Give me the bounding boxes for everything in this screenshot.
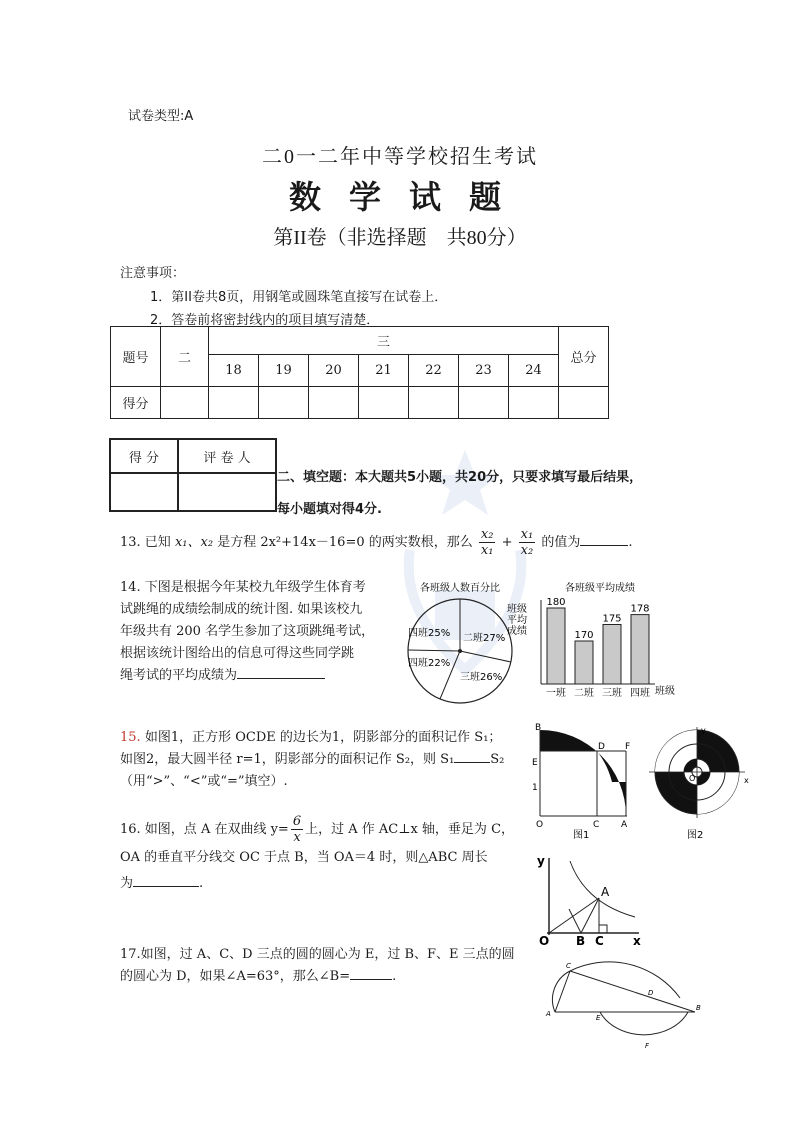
pie-divider <box>408 650 460 651</box>
figure-2 <box>645 725 755 843</box>
notes-title: 注意事项： <box>120 266 186 281</box>
side-length-label: 1 <box>532 783 538 793</box>
bar-category-label: 一班 <box>546 688 566 699</box>
point-label: A <box>546 1010 551 1018</box>
q16-fraction <box>291 814 303 845</box>
q15-line: S₂ <box>490 752 505 767</box>
point-label: B <box>696 1004 701 1012</box>
q14-line: 年级共有 200 名学生参加了这项跳绳考试， <box>120 624 375 639</box>
figure-caption: 图1 <box>573 830 590 840</box>
q13-prefix: 13. 已知 <box>120 535 171 550</box>
segment-AC <box>555 971 570 1012</box>
point-label: E <box>532 758 538 768</box>
frac-numerator: 6 <box>292 814 302 829</box>
figure-circles <box>540 958 710 1050</box>
point-label: A <box>601 885 610 899</box>
question-number: 19 <box>259 355 309 387</box>
q13-fraction-2 <box>519 527 536 558</box>
pie-slice-label: 四班22% <box>408 658 451 669</box>
figure-1 <box>527 720 639 840</box>
figure-hyperbola <box>535 853 655 948</box>
q17-text: 17.如图，过 A、C、D 三点的圆的圆心为 E，过 B、F、E 三点的圆 <box>120 947 515 962</box>
point-label: C <box>566 962 571 970</box>
part-three-header: 三 <box>209 327 559 355</box>
paper-type: 试卷类型:A <box>128 109 194 124</box>
point-label: A <box>621 820 628 830</box>
answer-blank[interactable] <box>454 749 490 763</box>
frac-numerator: x₁ <box>520 527 534 542</box>
circle-E-arc <box>570 962 680 998</box>
perpendicular-bisector <box>569 909 581 933</box>
point-label: F <box>645 1042 650 1050</box>
bar <box>575 641 593 684</box>
question-number: 23 <box>459 355 509 387</box>
score-cell[interactable] <box>209 387 259 419</box>
section-line: 二、填空题：本大题共5小题，共20分，只要求填写最后结果， <box>277 470 643 485</box>
segment-BA <box>581 898 599 933</box>
q14-line: 试跳绳的成绩绘制成的统计图. 如果该校九 <box>120 602 363 617</box>
pie-slice-label: 二班27% <box>463 633 506 644</box>
segment-OA <box>549 898 599 933</box>
point-label: O <box>536 820 544 830</box>
q15-line: （用“>”、“<”或“=”填空）. <box>120 774 288 789</box>
score-cell[interactable] <box>359 387 409 419</box>
q16-text: OA 的垂直平分线交 OC 于点 B，当 OA＝4 时，则△ABC 周长 <box>120 850 488 865</box>
q14-line: 根据该统计图给出的信息可得这些同学跳 <box>120 646 355 661</box>
note-item: 2．答卷前将密封线内的项目填写清楚． <box>150 313 380 328</box>
frac-denominator: x₂ <box>520 543 534 558</box>
axis-label: x <box>633 934 641 948</box>
white-region <box>540 751 597 816</box>
pie-slice-label: 三班26% <box>460 672 503 683</box>
period: . <box>392 969 397 984</box>
question-number: 24 <box>509 355 559 387</box>
point-label: C <box>593 820 600 830</box>
bar-chart-xlabel: 班级 <box>655 686 675 697</box>
bar-value-label: 175 <box>602 613 622 625</box>
score-cell[interactable] <box>409 387 459 419</box>
question-number: 22 <box>409 355 459 387</box>
q14-line: 绳考试的平均成绩为 <box>120 668 238 683</box>
bar-category-label: 二班 <box>574 688 594 699</box>
point-label: E <box>596 1014 601 1022</box>
grader-score-label: 得 分 <box>110 439 178 473</box>
bar <box>631 615 649 684</box>
q13-equation-text: 是方程 2x²+14x－16=0 的两实数根，那么 <box>217 535 473 550</box>
pie-slice-label: 四班25% <box>408 628 451 639</box>
axis-label: O <box>689 774 696 783</box>
bar-value-label: 180 <box>546 597 566 608</box>
q13-fraction-1 <box>479 527 496 558</box>
score-cell[interactable] <box>459 387 509 419</box>
point-label: C <box>595 934 604 948</box>
score-cell[interactable] <box>509 387 559 419</box>
axis-label: y <box>537 854 545 868</box>
q15-line: 如图1，正方形 OCDE 的边长为1，阴影部分的面积记作 S₁； <box>144 730 502 745</box>
period: . <box>628 535 633 550</box>
point-label: D <box>648 989 654 997</box>
grader-box <box>109 438 277 512</box>
question-number: 20 <box>309 355 359 387</box>
point-label: F <box>625 742 631 752</box>
question-number-label: 题号 <box>111 327 161 387</box>
point-label: D <box>598 742 605 752</box>
question-14 <box>120 577 410 687</box>
answer-blank[interactable] <box>350 966 392 980</box>
pie-title: 各班级人数百分比 <box>420 583 500 594</box>
section-instructions <box>277 462 697 526</box>
question-number: 21 <box>359 355 409 387</box>
bar <box>547 608 565 684</box>
frac-denominator: x₁ <box>480 543 494 558</box>
q13-roots: x₁、x₂ <box>174 535 214 550</box>
bar-category-label: 四班 <box>630 688 650 699</box>
axis-label: x <box>744 776 749 785</box>
point-label: B <box>535 723 542 733</box>
figure-caption: 图2 <box>687 830 704 841</box>
bar-chart <box>505 578 685 706</box>
question-15 <box>120 727 530 793</box>
q15-number: 15. <box>120 730 141 745</box>
exam-title: 二0一二年中等学校招生考试 <box>262 146 538 168</box>
bar-chart-ylabel: 班级平均成绩 <box>507 604 527 637</box>
section-line: 每小题填对得4分. <box>277 502 382 517</box>
q14-line: 14. 下图是根据今年某校九年级学生体育考 <box>120 580 366 595</box>
q13-suffix: 的值为 <box>541 535 581 550</box>
answer-blank[interactable] <box>237 665 325 679</box>
score-cell[interactable] <box>161 387 209 419</box>
question-number: 18 <box>209 355 259 387</box>
grader-name-cell[interactable] <box>178 473 276 511</box>
point-label: B <box>576 934 586 948</box>
pie-chart <box>400 578 522 706</box>
note-item: 1．第II卷共8页，用钢笔或圆珠笔直接写在试卷上． <box>150 290 448 305</box>
axis-label: y <box>701 726 706 735</box>
pie-center <box>458 649 462 653</box>
pie-divider <box>460 651 511 662</box>
volume-title: 第II卷（非选择题 共80分） <box>273 227 527 249</box>
score-cell[interactable] <box>559 387 609 419</box>
grader-score-cell[interactable] <box>110 473 178 511</box>
score-row-label: 得分 <box>111 387 161 419</box>
part-two-header: 二 <box>161 327 209 387</box>
frac-denominator: x <box>293 830 301 845</box>
subject-title: 数 学 试 题 <box>288 179 511 215</box>
question-16 <box>120 814 530 897</box>
segment-CB <box>570 971 695 1012</box>
frac-numerator: x₂ <box>480 527 494 542</box>
score-cell[interactable] <box>309 387 359 419</box>
score-cell[interactable] <box>259 387 309 419</box>
bar-value-label: 178 <box>630 603 650 615</box>
q17-text: 的圆心为 D，如果∠A=63°，那么∠B= <box>120 969 351 984</box>
grader-name-label: 评 卷 人 <box>178 439 276 473</box>
score-table <box>110 326 609 419</box>
q16-text: 上，过 A 作 AC⊥x 轴，垂足为 C， <box>305 822 515 837</box>
q16-text: 16. 如图，点 A 在双曲线 y= <box>120 822 289 837</box>
circle-D-arc <box>600 1012 688 1035</box>
answer-blank[interactable] <box>133 873 199 887</box>
bar <box>603 625 621 685</box>
plus-sign: + <box>501 535 513 550</box>
bar-chart-title: 各班级平均成绩 <box>565 583 635 594</box>
q15-line: 如图2，最大圆半径 r=1，阴影部分的面积记作 S₂，则 S₁ <box>120 752 455 767</box>
bar-category-label: 三班 <box>602 688 622 699</box>
question-17 <box>120 944 540 988</box>
total-header: 总分 <box>559 327 609 387</box>
period: . <box>199 876 204 891</box>
q16-text: 为 <box>120 876 134 891</box>
right-angle-mark <box>599 925 607 933</box>
question-13 <box>120 527 680 558</box>
bar-value-label: 170 <box>574 630 594 641</box>
point-label: O <box>539 934 550 948</box>
answer-blank[interactable] <box>580 532 628 546</box>
